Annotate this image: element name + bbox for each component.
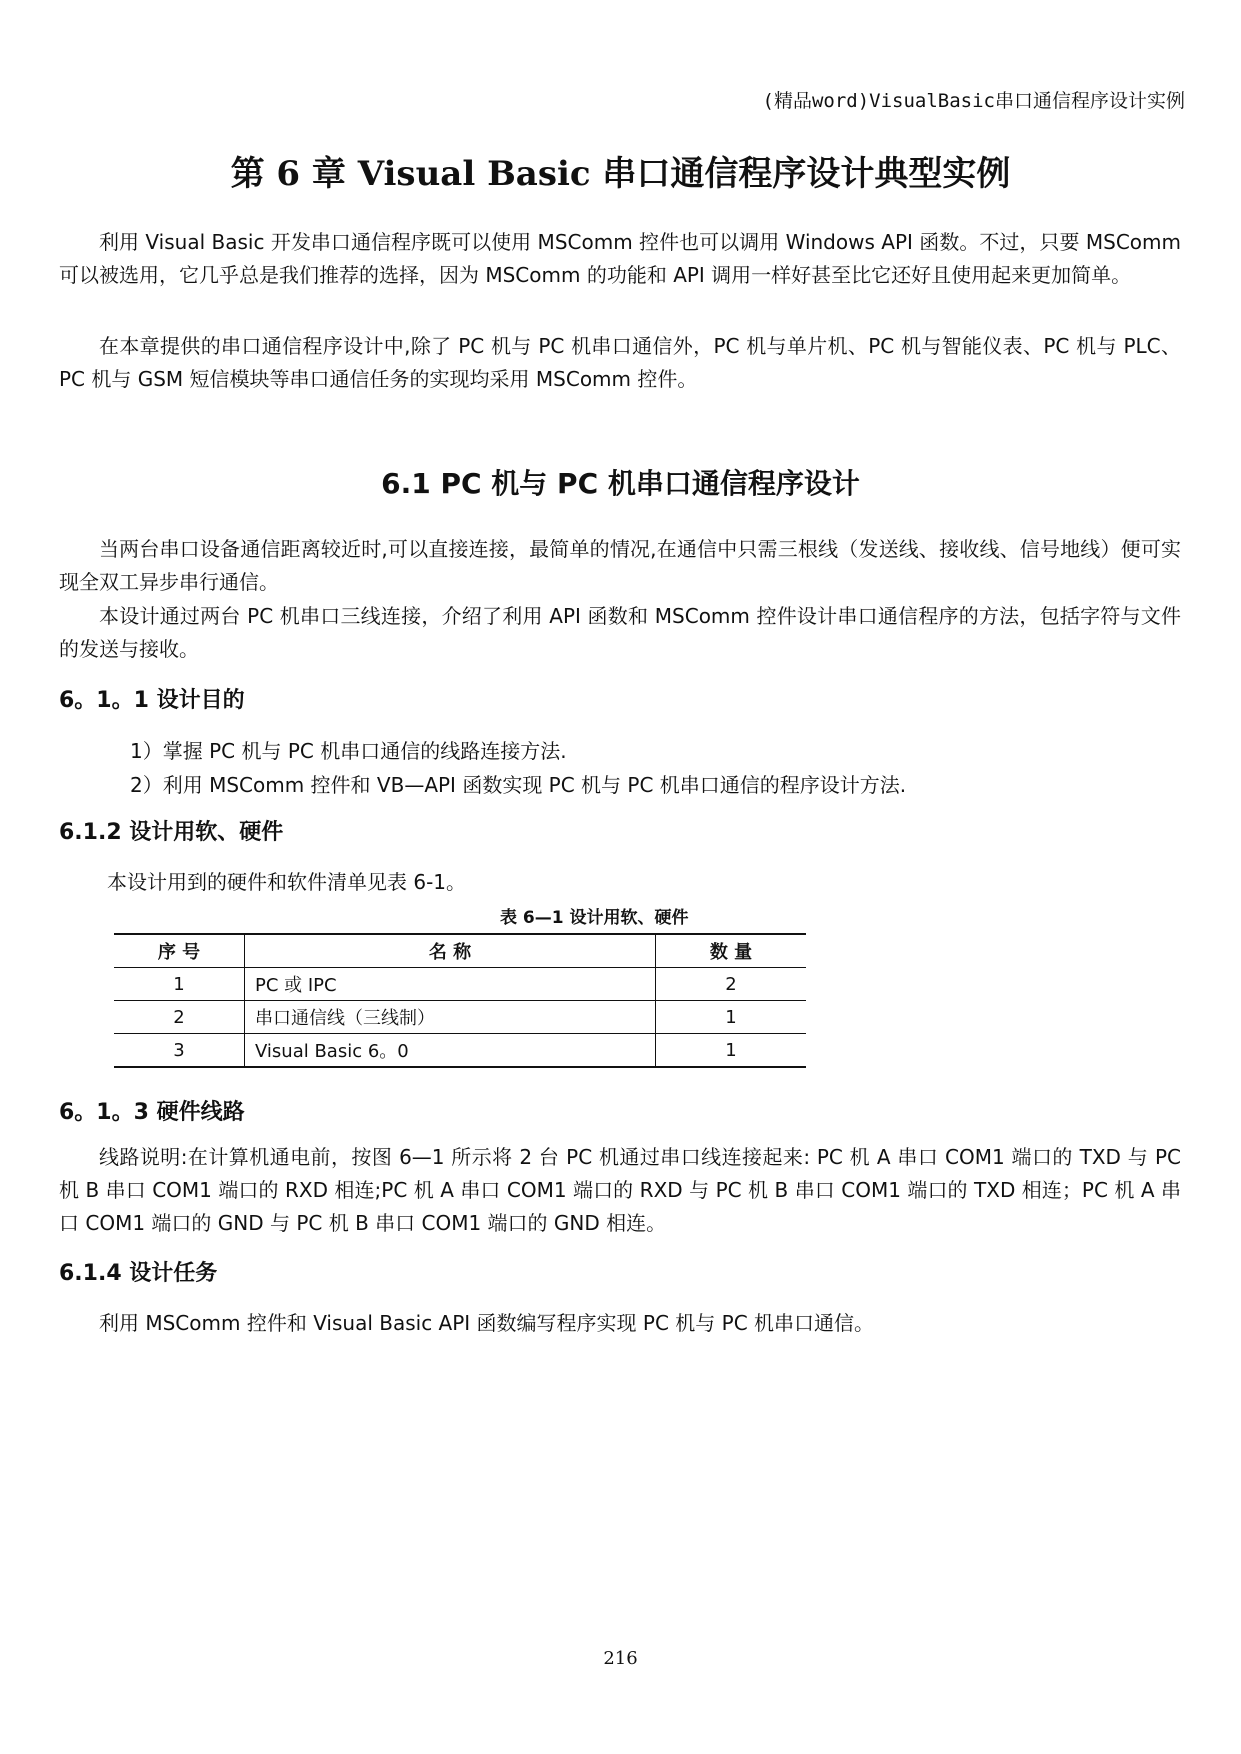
table-row <box>114 968 806 1001</box>
table-cell: 3 <box>114 1034 245 1068</box>
list-item: 1）掌握 PC 机与 PC 机串口通信的线路连接方法. <box>130 739 567 763</box>
subsection-title-613: 6。1。3 硬件线路 <box>59 1100 245 1125</box>
intro-paragraph-2: 在本章提供的串口通信程序设计中,除了 PC 机与 PC 机串口通信外，PC 机与单片机、PC 机与智能仪表、PC 机与 PLC、PC 机与 GSM 短信模块等串口通信任务的实现均采用 MSComm 控件。 <box>59 334 1181 391</box>
table-cell: 1 <box>656 1001 807 1034</box>
table-row <box>114 1001 806 1034</box>
section-paragraph-2: 本设计通过两台 PC 机串口三线连接，介绍了利用 API 函数和 MSComm 控件设计串口通信程序的方法，包括字符与文件的发送与接收。 <box>59 604 1181 661</box>
hardware-paragraph: 线路说明:在计算机通电前，按图 6—1 所示将 2 台 PC 机通过串口线连接起来: PC 机 A 串口 COM1 端口的 TXD 与 PC 机 B 串口 COM1 端口的 RXD 相连;PC 机 A 串口 COM1 端口的 RXD 与 PC 机 B 串口 COM1 端口的 TXD 相连；PC 机 A 串口 COM1 端口的 GND 与 PC 机 B 串口 COM1 端口的 GND 相连。 <box>59 1145 1181 1235</box>
column-header-number: 序 号 <box>114 934 245 968</box>
table-cell: Visual Basic 6。0 <box>245 1034 656 1068</box>
table-cell: 1 <box>656 1034 807 1068</box>
page-number: 216 <box>603 1648 638 1669</box>
table-cell: 串口通信线（三线制） <box>245 1001 656 1034</box>
subsection-title-612: 6.1.2 设计用软、硬件 <box>59 820 284 845</box>
running-header: (精品word)VisualBasic串口通信程序设计实例 <box>762 90 1185 112</box>
column-header-name: 名 称 <box>245 934 656 968</box>
table-cell: 1 <box>114 968 245 1001</box>
section-title: 6.1 PC 机与 PC 机串口通信程序设计 <box>381 467 860 500</box>
section-paragraph-1: 当两台串口设备通信距离较近时,可以直接连接，最简单的情况,在通信中只需三根线（发送线、接收线、信号地线）便可实现全双工异步串行通信。 <box>59 537 1181 594</box>
subsection-title-614: 6.1.4 设计任务 <box>59 1261 218 1286</box>
spec-table <box>114 933 806 1068</box>
table-header-row <box>114 934 806 968</box>
table-reference-text: 本设计用到的硬件和软件清单见表 6-1。 <box>107 870 467 894</box>
chapter-title: 第 6 章 Visual Basic 串口通信程序设计典型实例 <box>230 154 1011 194</box>
subsection-title-611: 6。1。1 设计目的 <box>59 688 245 713</box>
table-caption: 表 6—1 设计用软、硬件 <box>500 908 689 928</box>
table-cell: PC 或 IPC <box>245 968 656 1001</box>
table-row <box>114 1034 806 1068</box>
table-cell: 2 <box>114 1001 245 1034</box>
task-paragraph: 利用 MSComm 控件和 Visual Basic API 函数编写程序实现 PC 机与 PC 机串口通信。 <box>99 1311 875 1335</box>
list-item: 2）利用 MSComm 控件和 VB—API 函数实现 PC 机与 PC 机串口通信的程序设计方法. <box>130 773 907 797</box>
column-header-quantity: 数 量 <box>656 934 807 968</box>
intro-paragraph-1: 利用 Visual Basic 开发串口通信程序既可以使用 MSComm 控件也可以调用 Windows API 函数。不过，只要 MSComm 可以被选用，它几乎总是我们推荐的选择，因为 MSComm 的功能和 API 调用一样好甚至比它还好且使用起来更加简单。 <box>59 230 1181 287</box>
table-cell: 2 <box>656 968 807 1001</box>
